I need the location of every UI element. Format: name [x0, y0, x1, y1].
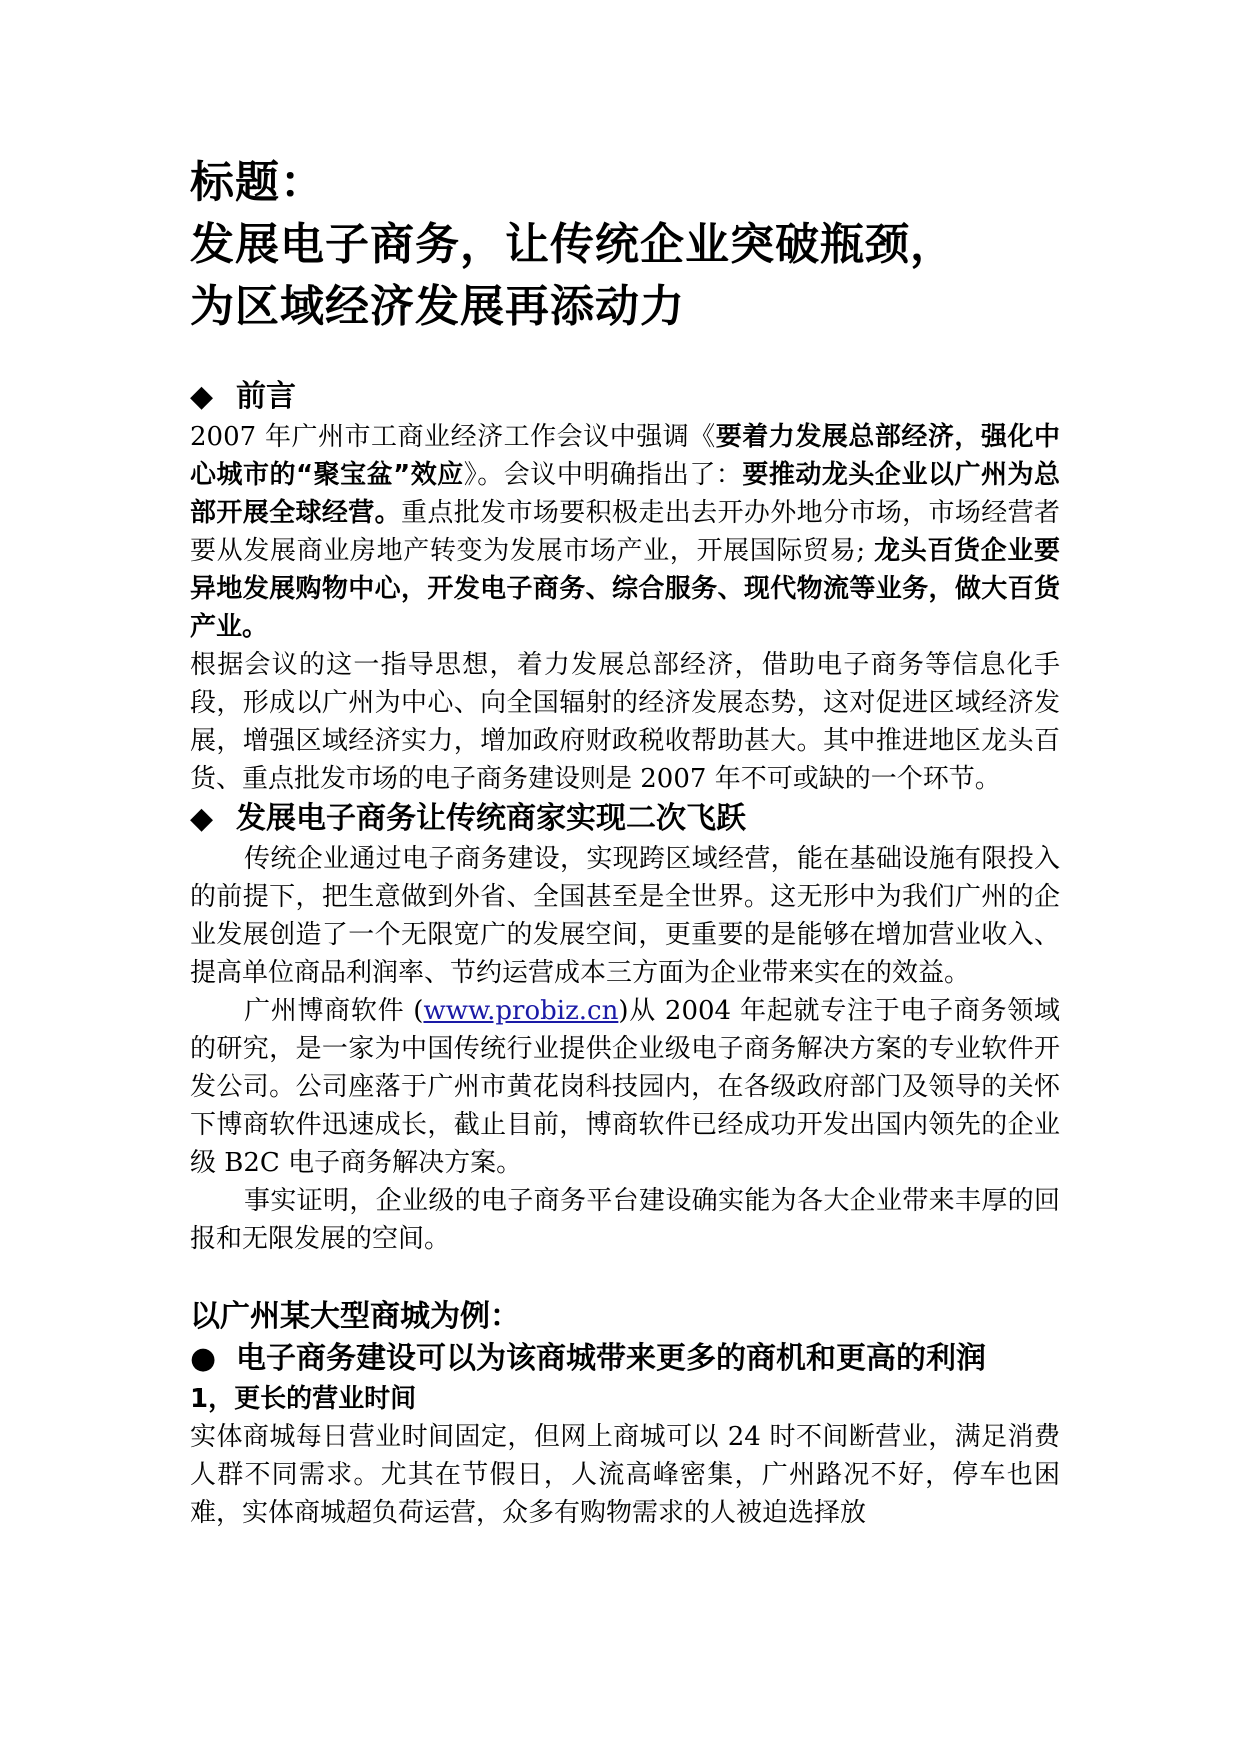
preface-text-1: 2007 年广州市工商业经济工作会议中强调《	[190, 422, 716, 452]
preface-text-3: 重点批发市场要积极走出去开办外地分市场，市场经营者要从发展商业房地产转变为发展市场产业，开展国际贸易;	[190, 498, 1060, 566]
preface-heading-text: 前言	[236, 379, 296, 414]
leap-heading	[190, 798, 1060, 840]
leap-text-2: )从 2004 年起就专注于电子商务领域的研究，是一家为中国传统行业提供企业级电子商务解决方案的专业软件开发公司。公司座落于广州市黄花岗科技园内，在各级政府部门及领导的关怀下博商软件迅速成长，截止目前，博商软件已经成功开发出国内领先的企业级 B2C 电子商务解决方案。	[190, 996, 1060, 1178]
preface-bold-3: 龙头百货企业要异地发展购物中心，开发电子商务、综合服务、现代物流等业务，做大百货产业。	[190, 536, 1060, 642]
leap-paragraph-1: 传统企业通过电子商务建设，实现跨区域经营，能在基础设施有限投入的前提下，把生意做到外省、全国甚至是全世界。这无形中为我们广州的企业发展创造了一个无限宽广的发展空间，更重要的是能够在增加营业收入、提高单位商品利润率、节约运营成本三方面为企业带来实在的效益。	[190, 844, 1060, 988]
leap-paragraph-2	[190, 992, 1060, 1182]
leap-heading-text: 发展电子商务让传统商家实现二次飞跃	[236, 801, 746, 836]
leap-paragraph-3: 事实证明，企业级的电子商务平台建设确实能为各大企业带来丰厚的回报和无限发展的空间。	[190, 1186, 1060, 1254]
preface-bold-2: 要推动龙头企业以广州为总部开展全球经营。	[190, 460, 1060, 528]
title-label: 标题：	[190, 157, 325, 208]
leap-text-1: 广州博商软件 (	[244, 996, 424, 1026]
document-page	[190, 152, 1060, 1532]
diamond-bullet-icon: ◆	[190, 379, 214, 414]
preface-paragraph-1	[190, 418, 1060, 646]
title-line-2: 为区域经济发展再添动力	[190, 281, 685, 332]
example-heading: 以广州某大型商城为例：	[190, 1299, 520, 1334]
diamond-bullet-icon: ◆	[190, 801, 214, 836]
preface-bold-1: 要着力发展总部经济，强化中心城市的“聚宝盆”效应	[190, 422, 1060, 490]
item-1-title: 1，更长的营业时间	[190, 1384, 417, 1414]
probiz-link[interactable]: www.probiz.cn	[423, 996, 619, 1026]
circle-bullet-icon: ●	[190, 1341, 217, 1376]
preface-heading	[190, 376, 1060, 418]
preface-text-2: 》。会议中明确指出了：	[463, 460, 743, 490]
example-subheading	[190, 1338, 1060, 1380]
example-subheading-text: 电子商务建设可以为该商城带来更多的商机和更高的利润	[236, 1341, 986, 1376]
preface-paragraph-2: 根据会议的这一指导思想，着力发展总部经济，借助电子商务等信息化手段，形成以广州为中心、向全国辐射的经济发展态势，这对促进区域经济发展，增强区域经济实力，增加政府财政税收帮助甚大。其中推进地区龙头百货、重点批发市场的电子商务建设则是 2007 年不可或缺的一个环节。	[190, 650, 1060, 794]
title-line-1: 发展电子商务，让传统企业突破瓶颈，	[190, 219, 955, 270]
item-1-body: 实体商城每日营业时间固定，但网上商城可以 24 时不间断营业，满足消费人群不同需求。尤其在节假日，人流高峰密集，广州路况不好，停车也困难，实体商城超负荷运营，众多有购物需求的人被迫选择放	[190, 1422, 1060, 1528]
